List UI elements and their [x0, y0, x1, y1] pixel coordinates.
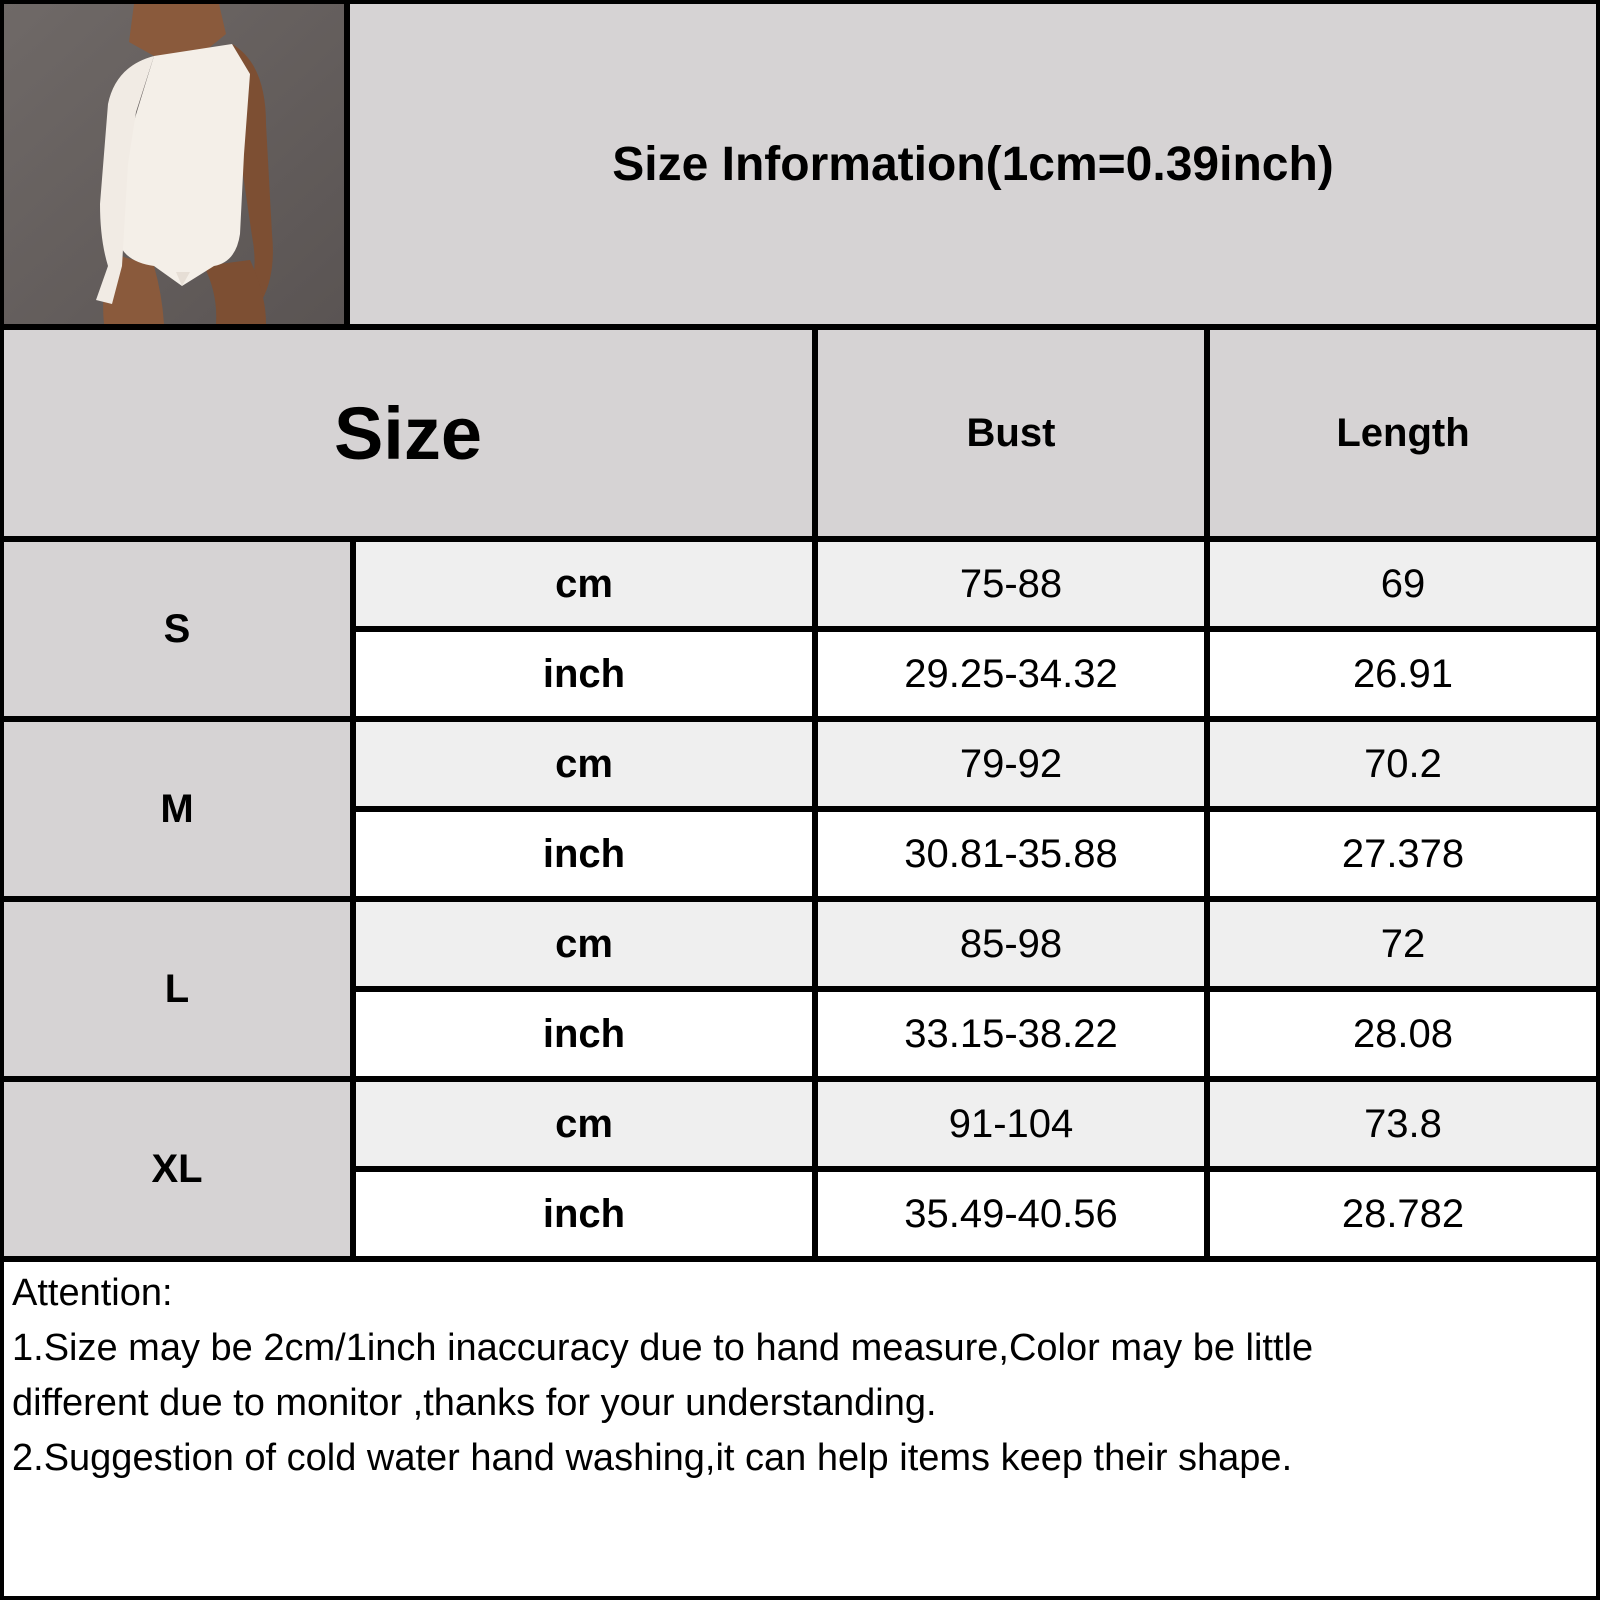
bust-inch-s: 29.25-34.32 [818, 632, 1204, 716]
bust-cm-xl: 91-104 [818, 1082, 1204, 1166]
length-cm-s: 69 [1210, 542, 1596, 626]
bust-inch-l: 33.15-38.22 [818, 992, 1204, 1076]
unit-cm: cm [356, 542, 812, 626]
length-inch-xl: 28.782 [1210, 1172, 1596, 1256]
attention-heading: Attention: [12, 1272, 173, 1314]
unit-cm: cm [356, 1082, 812, 1166]
size-label-m: M [4, 722, 350, 896]
unit-inch: inch [356, 632, 812, 716]
unit-inch: inch [356, 992, 812, 1076]
length-cm-m: 70.2 [1210, 722, 1596, 806]
unit-inch: inch [356, 1172, 812, 1256]
length-cm-xl: 73.8 [1210, 1082, 1596, 1166]
bust-cm-s: 75-88 [818, 542, 1204, 626]
attention-note-1: 1.Size may be 2cm/1inch inaccuracy due to hand measure,Color may be little [12, 1327, 1314, 1369]
product-photo [4, 4, 344, 324]
attention-notes [4, 1262, 1596, 1596]
bust-cm-l: 85-98 [818, 902, 1204, 986]
size-label-s: S [4, 542, 350, 716]
unit-inch: inch [356, 812, 812, 896]
size-column-header: Size [4, 330, 812, 536]
bust-column-header: Bust [818, 330, 1204, 536]
size-label-xl: XL [4, 1082, 350, 1256]
unit-cm: cm [356, 722, 812, 806]
length-inch-s: 26.91 [1210, 632, 1596, 716]
unit-cm: cm [356, 902, 812, 986]
bust-inch-m: 30.81-35.88 [818, 812, 1204, 896]
attention-note-1-continued: different due to monitor ,thanks for your understanding. [12, 1382, 937, 1424]
attention-note-2: 2.Suggestion of cold water hand washing,it can help items keep their shape. [12, 1437, 1293, 1479]
length-inch-l: 28.08 [1210, 992, 1596, 1076]
length-column-header: Length [1210, 330, 1596, 536]
bust-inch-xl: 35.49-40.56 [818, 1172, 1204, 1256]
bodysuit-model-illustration [4, 4, 344, 324]
size-label-l: L [4, 902, 350, 1076]
bust-cm-m: 79-92 [818, 722, 1204, 806]
length-inch-m: 27.378 [1210, 812, 1596, 896]
page-title: Size Information(1cm=0.39inch) [350, 4, 1596, 324]
length-cm-l: 72 [1210, 902, 1596, 986]
